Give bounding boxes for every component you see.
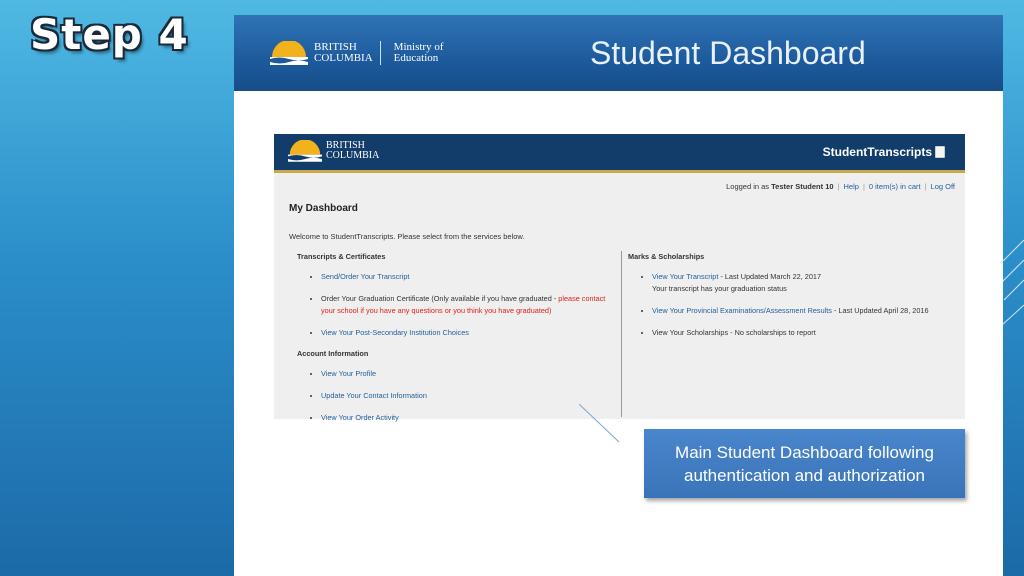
view-transcript-link[interactable]: View Your Transcript [652,272,719,281]
callout-connector [579,404,621,444]
view-profile-link[interactable]: View Your Profile [321,369,377,378]
cart-link[interactable]: 0 item(s) in cart [868,182,921,191]
left-column [297,252,617,434]
user-bar: Logged in as Tester Student 10 | Help | 0 item(s) in cart | Log Off [726,182,955,191]
document-icon [935,146,945,158]
list-item [321,327,617,339]
callout-text: Main Student Dashboard following authentication and authorization [675,442,934,485]
callout-box [644,429,965,498]
ministry-name [394,42,444,64]
list-item [652,305,958,317]
grad-cert-text: Order Your Graduation Certificate (Only available if you have graduated - [321,294,559,303]
bc-sunrise-logo-icon [288,140,322,162]
column-divider [621,251,622,417]
transcripts-heading: Transcripts & Certificates [297,252,386,261]
app-bc-line2: COLUMBIA [326,150,380,161]
bc-line1: BRITISH [314,41,357,53]
post-secondary-link[interactable]: View Your Post-Secondary Institution Choices [321,328,469,337]
account-heading: Account Information [297,349,369,358]
list-item [321,412,617,424]
app-name-text: StudentTranscripts [822,145,932,159]
list-item [321,271,617,283]
ministry-line1: Ministry of [393,41,444,53]
list-item [652,271,958,295]
ministry-line2: Education [393,52,439,64]
app-bc-wordmark [326,141,379,161]
bc-wordmark [314,42,373,64]
order-activity-link[interactable]: View Your Order Activity [321,413,399,422]
grad-cert-warning: please contact your school if you have any questions or you think you have graduated) [321,294,606,315]
app-name [823,145,945,159]
list-item [652,327,958,339]
bc-ministry-logo [270,41,443,65]
slide-title: Student Dashboard [590,35,866,71]
right-column [628,252,958,349]
page-title: My Dashboard [289,203,358,214]
scholarships-text: View Your Scholarships - No scholarships to report [652,328,816,337]
update-contact-link[interactable]: Update Your Contact Information [321,391,427,400]
bc-line2: COLUMBIA [314,52,373,64]
step-title: Step 4 [30,10,189,59]
logo-separator [380,41,381,65]
list-item [321,293,617,317]
send-transcript-link[interactable]: Send/Order Your Transcript [321,272,410,281]
app-bc-line1: BRITISH [326,140,365,151]
list-item [321,390,617,402]
exam-results-link[interactable]: View Your Provincial Examinations/Assessment Results [652,306,832,315]
log-off-link[interactable]: Log Off [930,182,955,191]
bc-sunrise-logo-icon [270,41,308,65]
exams-updated: - Last Updated April 28, 2016 [831,306,929,315]
transcript-status: Your transcript has your graduation status [652,284,787,293]
app-header [274,134,965,173]
dashboard-screenshot [274,134,965,422]
list-item [321,368,617,380]
logged-in-label: Logged in as Tester Student 10 [726,182,834,191]
app-bc-logo [288,140,379,162]
slide-header [234,15,1003,91]
help-link[interactable]: Help [843,182,859,191]
transcript-updated: - Last Updated March 22, 2017 [718,272,822,281]
welcome-text: Welcome to StudentTranscripts. Please select from the services below. [289,232,525,241]
username: Tester Student 10 [771,182,834,191]
marks-heading: Marks & Scholarships [628,252,705,261]
